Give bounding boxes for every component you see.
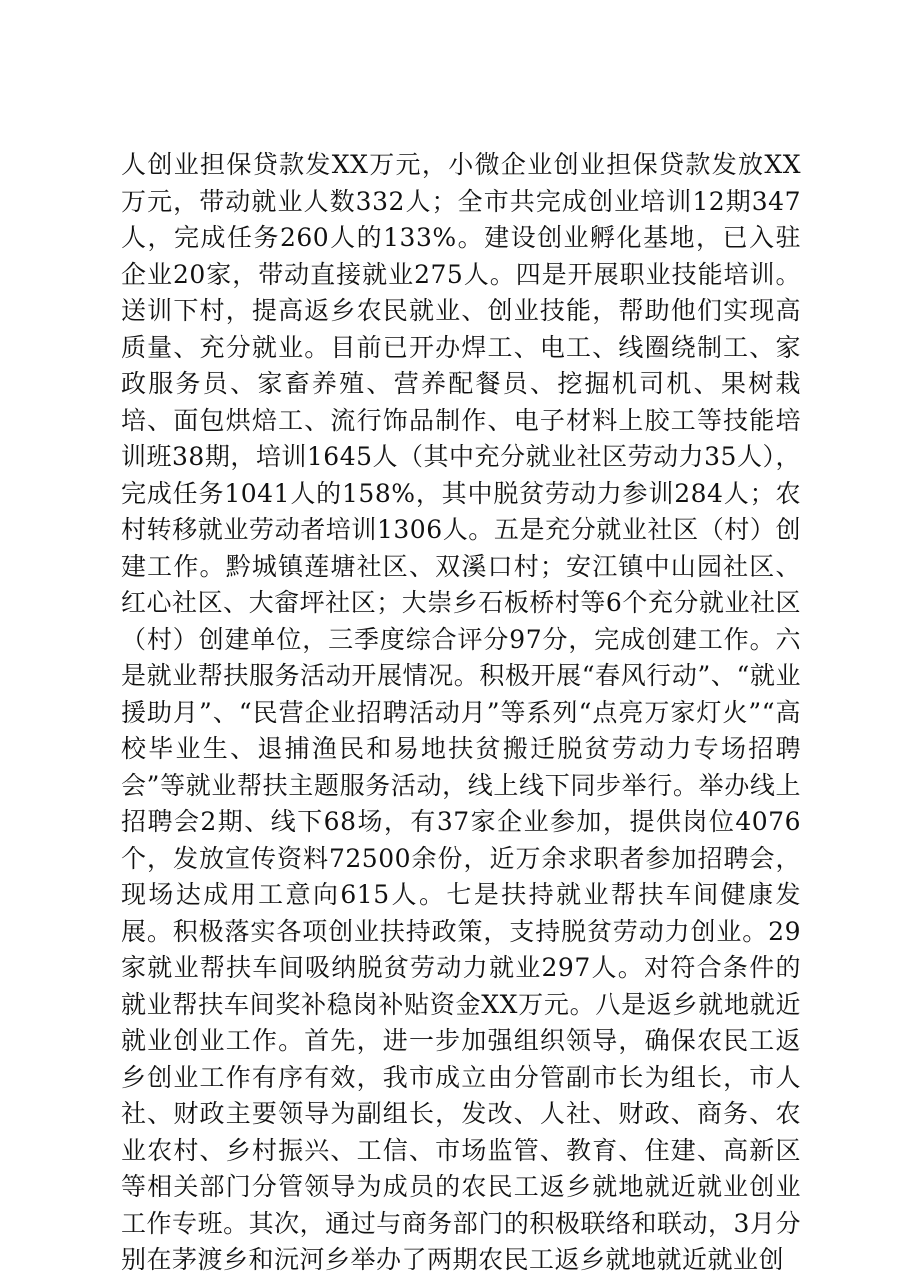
body-paragraph: 人创业担保贷款发XX万元，小微企业创业担保贷款发放XX万元，带动就业人数332人；全市共完成创业培训12期347人，完成任务260人的133%。建设创业孵化基地，已入驻企业20家，带动直接就业275人。四是开展职业技能培训。送训下村，提高返乡农民就业、创业技能，帮助他们实现高质量、充分就业。目前已开办焊工、电工、线圈绕制工、家政服务员、家畜养殖、营养配餐员、挖掘机司机、果树栽培、面包烘焙工、流行饰品制作、电子材料上胶工等技能培训班38期，培训1645人（其中充分就业社区劳动力35人），完成任务1041人的158%，其中脱贫劳动力参训284人；农村转移就业劳动者培训1306人。五是充分就业社区（村）创建工作。黔城镇莲塘社区、双溪口村；安江镇中山园社区、红心社区、大畲坪社区；大崇乡石板桥村等6个充分就业社区（村）创建单位，三季度综合评分97分，完成创建工作。六是就业帮扶服务活动开展情况。积极开展“春风行动”、“就业援助月”、“民营企业招聘活动月”等系列“点亮万家灯火”“高校毕业生、退捕渔民和易地扶贫搬迁脱贫劳动力专场招聘会”等就业帮扶主题服务活动，线上线下同步举行。举办线上招聘会2期、线下68场，有37家企业参加，提供岗位4076个，发放宣传资料72500余份，近万余求职者参加招聘会，现场达成用工意向615人。七是扶持就业帮扶车间健康发展。积极落实各项创业扶持政策，支持脱贫劳动力创业。29家就业帮扶车间吸纳脱贫劳动力就业297人。对符合条件的就业帮扶车间奖补稳岗补贴资金XX万元。八是返乡就地就近就业创业工作。首先，进一步加强组织领导，确保农民工返乡创业工作有序有效，我市成立由分管副市长为组长，市人社、财政主要领导为副组长，发改、人社、财政、商务、农业农村、乡村振兴、工信、市场监管、教育、住建、高新区等相关部门分管领导为成员的农民工返乡就地就近就业创业工作专班。其次，通过与商务部门的积极联络和联动，3月分别在茅渡乡和沅河乡举办了两期农民工返乡就地就近就业创 bbox=[121, 150, 801, 1274]
